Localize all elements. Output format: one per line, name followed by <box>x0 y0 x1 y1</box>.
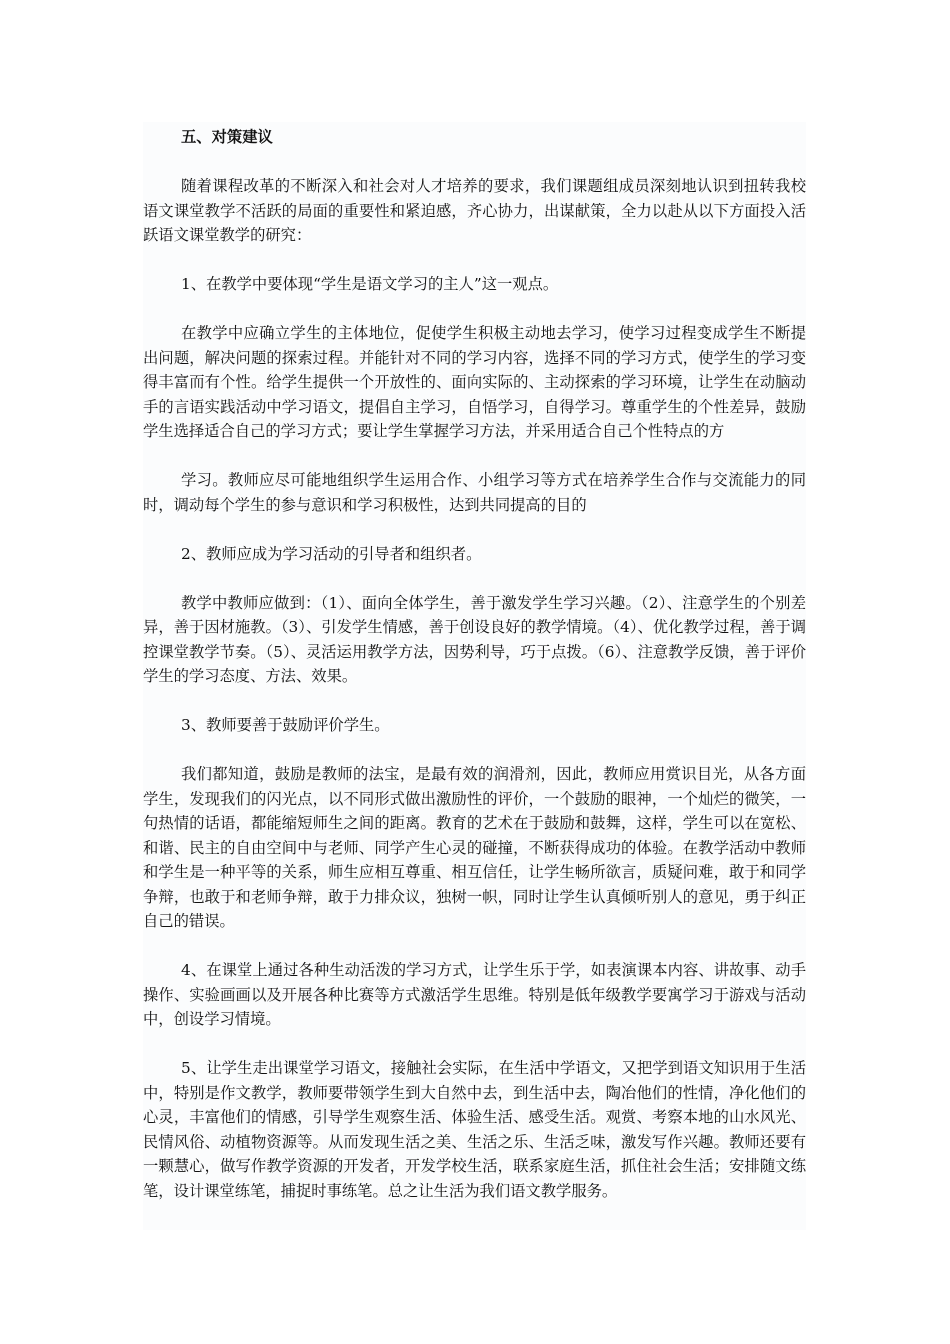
point-3-body: 我们都知道，鼓励是教师的法宝，是最有效的润滑剂，因此，教师应用赏识目光，从各方面学生，发现我们的闪光点，以不同形式做出激励性的评价，一个鼓励的眼神，一个灿烂的微笑，一句热情的话语，都能缩短师生之间的距离。教育的艺术在于鼓励和鼓舞，这样，学生可以在宽松、和谐、民主的自由空间中与老师、同学产生心灵的碰撞，不断获得成功的体验。在教学活动中教师和学生是一种平等的关系，师生应相互尊重、相互信任，让学生畅所欲言，质疑问难，敢于和同学争辩，也敢于和老师争辩，敢于力排众议，独树一帜，同时让学生认真倾听别人的意见，勇于纠正自己的错误。 <box>143 765 806 930</box>
section-title: 五、对策建议 <box>181 128 273 146</box>
point-1-body: 在教学中应确立学生的主体地位，促使学生积极主动地去学习，使学习过程变成学生不断提出问题，解决问题的探索过程。并能针对不同的学习内容，选择不同的学习方式，使学生的学习变得丰富而有个性。给学生提供一个开放性的、面向实际的、主动探索的学习环境，让学生在动脑动手的言语实践活动中学习语文，提倡自主学习，自悟学习，自得学习。尊重学生的个性差异，鼓励学生选择适合自己的学习方式；要让学生掌握学习方法，并采用适合自己个性特点的方 <box>143 324 806 440</box>
point-3-heading: 3、教师要善于鼓励评价学生。 <box>181 716 390 734</box>
point-2-heading: 2、教师应成为学习活动的引导者和组织者。 <box>181 544 482 563</box>
point-1-heading: 1、在教学中要体现“学生是语文学习的主人”这一观点。 <box>181 275 559 293</box>
point-4: 4、在课堂上通过各种生动活泼的学习方式，让学生乐于学，如表演课本内容、讲故事、动手操作、实验画画以及开展各种比赛等方式激活学生思维。特别是低年级教学要寓学习于游戏与活动中，创设学习情境。 <box>143 961 806 1028</box>
point-2-body: 教学中教师应做到：（1）、面向全体学生，善于激发学生学习兴趣。（2）、注意学生的个别差异，善于因材施教。（3）、引发学生情感，善于创设良好的教学情境。（4）、优化教学过程，善于调控课堂教学节奏。（5）、灵活运用教学方法，因势利导，巧于点拨。（6）、注意教学反馈，善于评价学生的学习态度、方法、效果。 <box>143 593 806 685</box>
document-text-block <box>143 122 806 1230</box>
point-5: 5、让学生走出课堂学习语文，接触社会实际，在生活中学语文，又把学到语文知识用于生活中，特别是作文教学，教师要带领学生到大自然中去，到生活中去，陶冶他们的性情，净化他们的心灵，丰富他们的情感，引导学生观察生活、体验生活、感受生活。观赏、考察本地的山水风光、民情风俗、动植物资源等。从而发现生活之美、生活之乐、生活乏味，激发写作兴趣。教师还要有一颗慧心，做写作教学资源的开发者，开发学校生活，联系家庭生活，抓住社会生活；安排随文练笔，设计课堂练笔，捕捉时事练笔。总之让生活为我们语文教学服务。 <box>143 1059 806 1200</box>
paragraph-intro: 随着课程改革的不断深入和社会对人才培养的要求，我们课题组成员深刻地认识到扭转我校语文课堂教学不活跃的局面的重要性和紧迫感，齐心协力，出谋献策，全力以赴从以下方面投入活跃语文课堂教学的研究： <box>143 177 806 244</box>
point-1-continuation: 学习。教师应尽可能地组织学生运用合作、小组学习等方式在培养学生合作与交流能力的同时，调动每个学生的参与意识和学习积极性，达到共同提高的目的 <box>143 471 806 514</box>
document-content <box>143 125 806 1228</box>
